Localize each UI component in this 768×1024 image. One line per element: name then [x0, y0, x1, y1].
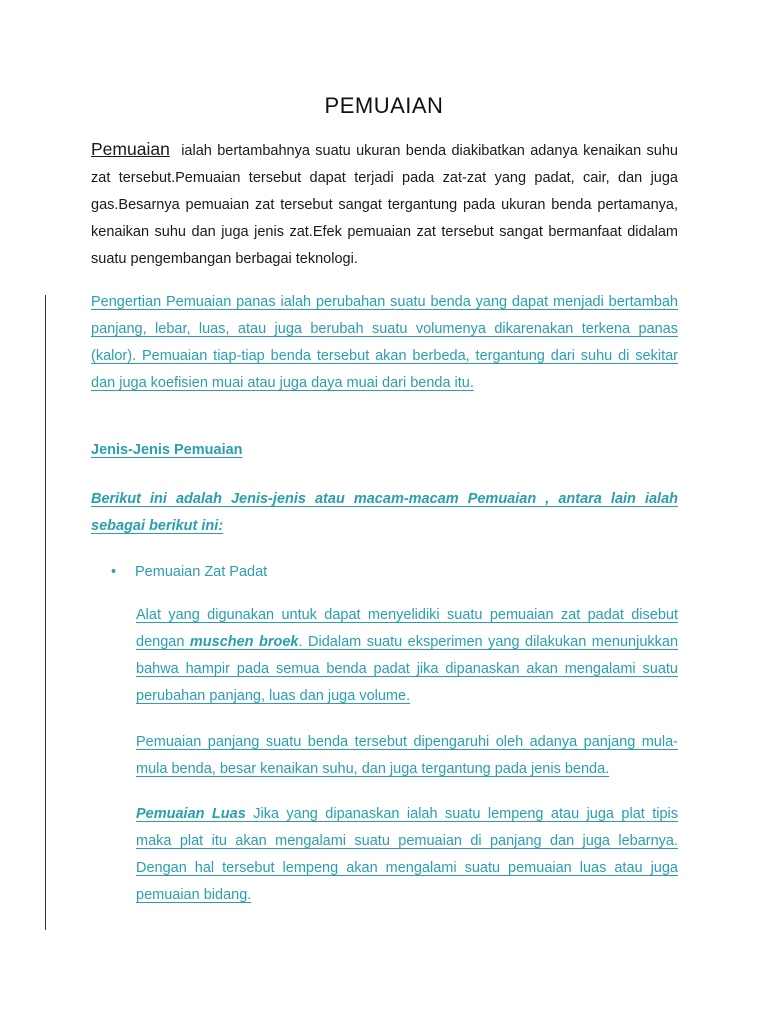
solid-expansion-paragraph[interactable] — [136, 602, 678, 710]
instrument-term: muschen broek — [189, 634, 299, 650]
section-lead[interactable]: Berikut ini adalah Jenis-jenis atau macam-macam Pemuaian , antara lain ialah sebagai berikut ini: — [91, 491, 678, 534]
list-item — [111, 559, 267, 586]
bullet-icon: • — [111, 564, 117, 580]
margin-rule — [45, 295, 46, 930]
definition-paragraph[interactable]: Pengertian Pemuaian panas ialah perubahan suatu benda yang dapat menjadi bertambah panjang, lebar, luas, atau juga berubah suatu volumenya dikarenakan terkena panas (kalor). Pemuaian tiap-tiap benda tersebut akan berbeda, tergantung dari suhu di sekitar dan juga koefisien muai atau juga daya muai dari benda itu. — [91, 294, 678, 391]
intro-lead-term[interactable]: Pemuaian — [91, 139, 170, 159]
solid-text-1: Alat yang digunakan untuk dapat menyelidiki suatu pemuaian zat padat disebut dengan — [136, 607, 678, 650]
intro-text: ialah bertambahnya suatu ukuran benda diakibatkan adanya kenaikan suhu zat tersebut.Pemuaian tersebut dapat terjadi pada zat-zat yang padat, cair, dan juga gas.Besarnya pemuaian zat tersebut sangat tergantung pada ukuran benda pertamanya, kenaikan suhu dan juga jenis zat.Efek pemuaian zat tersebut sangat bermanfaat didalam suatu pengembangan berbagai teknologi. — [91, 143, 678, 267]
solid-text-2: . Didalam suatu eksperimen yang dilakukan menunjukkan bahwa hampir pada semua benda padat jika dipanaskan akan mengalami suatu perubahan panjang, luas dan juga volume. — [136, 634, 679, 704]
page-title: PEMUAIAN — [324, 93, 444, 118]
area-term: Pemuaian Luas — [136, 806, 246, 822]
linear-expansion-paragraph[interactable]: Pemuaian panjang suatu benda tersebut dipengaruhi oleh adanya panjang mula-mula benda, besar kenaikan suhu, dan juga tergantung pada jenis benda. — [136, 734, 678, 777]
section-heading[interactable]: Jenis-Jenis Pemuaian — [91, 442, 243, 458]
bullet-label: Pemuaian Zat Padat — [135, 564, 268, 580]
intro-paragraph — [91, 136, 678, 273]
area-text: Jika yang dipanaskan ialah suatu lempeng atau juga plat tipis maka plat itu akan mengalami suatu pemuaian di panjang dan juga lebarnya. Dengan hal tersebut lempeng akan mengalami suatu pemuaian luas atau juga pemuaian bidang. — [136, 806, 679, 903]
area-expansion-paragraph[interactable] — [136, 801, 678, 909]
